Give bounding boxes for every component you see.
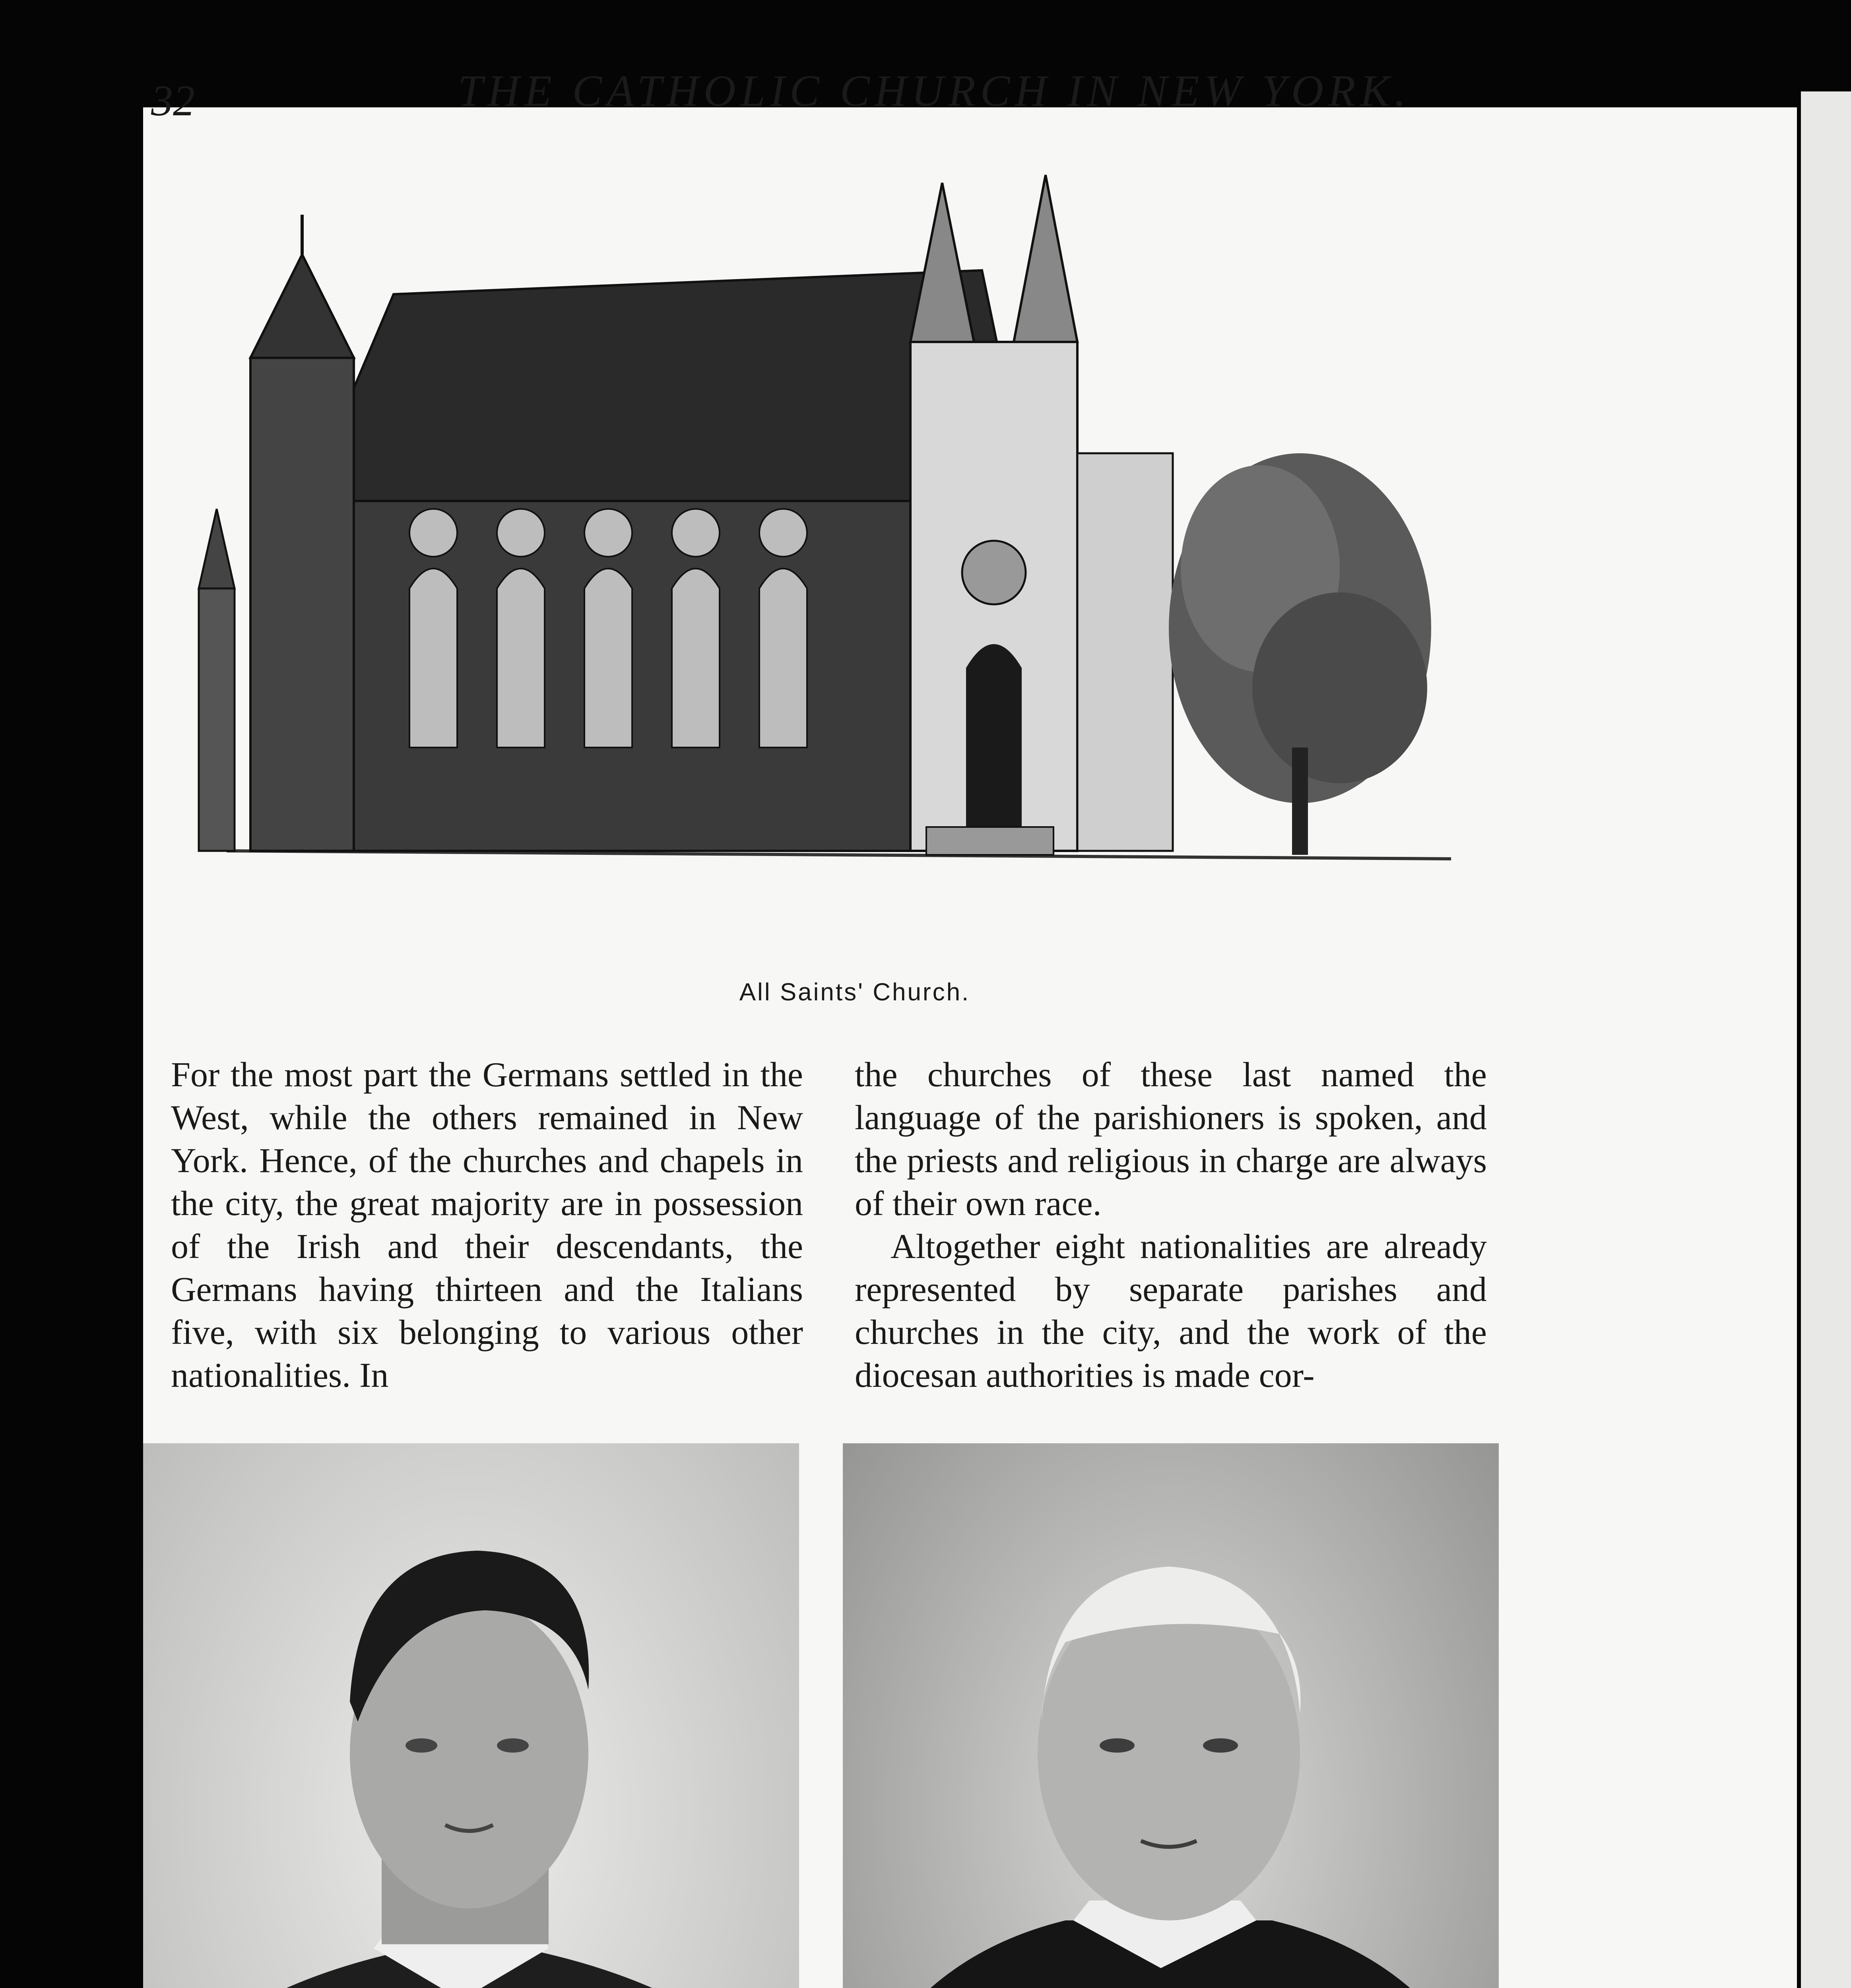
church-illustration	[187, 151, 1459, 938]
paragraph: the churches of these last named the language of the parishioners is spoken, and the priests and religious in charge are always of their own race.	[855, 1056, 1487, 1223]
illustration-caption: All Saints' Church.	[739, 978, 970, 1006]
running-head: THE CATHOLIC CHURCH IN NEW YORK.	[458, 66, 1411, 116]
body-column-right	[855, 1054, 1487, 1397]
page-number: 32	[151, 76, 195, 125]
paragraph: For the most part the Germans settled in the West, while the others remained in New York. Hence, of the churches and chapels in the city, the great majority are in possession of the Irish and their descendants, the Germans having thirteen and the Italians five, with six belonging to various other nationalities. In	[171, 1056, 803, 1395]
facing-page-edge	[1801, 91, 1851, 1988]
portrait-mcquirk	[143, 1443, 799, 1988]
body-column-left	[171, 1054, 803, 1397]
paragraph: Altogether eight nationalities are already represented by separate parishes and churches in the city, and the work of the diocesan authorities is made cor-	[855, 1227, 1487, 1395]
portrait-kearney	[843, 1443, 1499, 1988]
